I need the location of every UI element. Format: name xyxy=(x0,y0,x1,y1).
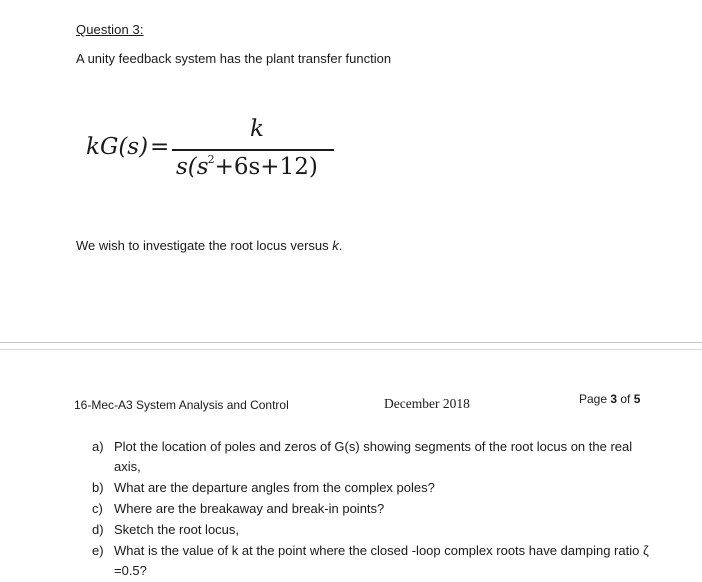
page-label: Page xyxy=(579,392,611,406)
footer-date: December 2018 xyxy=(384,396,470,411)
denominator-exponent: 2 xyxy=(207,153,215,166)
list-item xyxy=(92,541,652,581)
equation-equals: = xyxy=(150,134,170,160)
part-text: Plot the location of poles and zeros of G(s) showing segments of the root locus on the real axis, xyxy=(114,439,633,474)
list-item xyxy=(92,499,652,519)
page-divider-bottom xyxy=(0,349,702,350)
part-text: Sketch the root locus, xyxy=(114,522,240,537)
question-title: Question 3: xyxy=(76,22,144,37)
page-total: 5 xyxy=(633,392,641,406)
part-label: b) xyxy=(92,480,104,495)
list-item xyxy=(92,478,652,498)
part-label: d) xyxy=(92,522,104,537)
page-of: of xyxy=(617,392,634,406)
question-intro: A unity feedback system has the plant transfer function xyxy=(76,51,392,66)
denominator-prefix: s(s xyxy=(176,154,209,180)
fraction-bar xyxy=(172,149,334,151)
equation-denominator xyxy=(176,153,318,180)
denominator-rest: +6s+12) xyxy=(214,154,318,180)
part-text: What is the value of k at the point where the closed -loop complex roots have damping ratio ζ =0.5? xyxy=(114,543,649,578)
question-parts-list xyxy=(92,437,652,582)
part-label: c) xyxy=(92,501,103,516)
investigate-var: k xyxy=(332,238,339,253)
part-label: a) xyxy=(92,439,104,454)
list-item xyxy=(92,437,652,477)
equation-lhs-k: k xyxy=(86,134,100,160)
page-divider-top xyxy=(0,342,702,343)
investigate-text xyxy=(76,238,342,253)
part-label: e) xyxy=(92,543,104,558)
footer-page-number xyxy=(579,392,640,406)
part-text: Where are the breakaway and break-in points? xyxy=(114,501,385,516)
equation-lhs xyxy=(86,134,148,160)
investigate-end: . xyxy=(338,238,343,253)
page-current: 3 xyxy=(610,392,618,406)
equation-numerator: k xyxy=(250,116,264,142)
equation-lhs-g: G xyxy=(99,134,119,160)
equation-lhs-arg: (s) xyxy=(118,134,149,160)
investigate-main: We wish to investigate the root locus versus xyxy=(76,238,333,253)
part-text: What are the departure angles from the complex poles? xyxy=(114,480,435,495)
footer-course: 16-Mec-A3 System Analysis and Control xyxy=(74,398,289,412)
list-item xyxy=(92,520,652,540)
